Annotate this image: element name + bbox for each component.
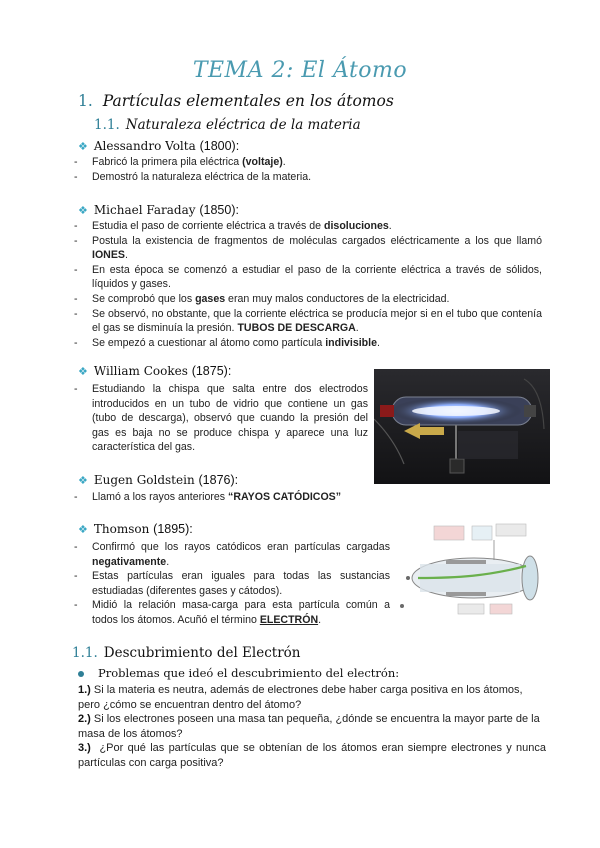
subsection-label: Naturaleza eléctrica de la materia (125, 117, 361, 133)
list-item: - Se observó, no obstante, que la corriente eléctrica se producía mejor si en el tubo que contenía el gas se disminuía la presión. TUBOS DE DESCARGA. (72, 307, 542, 336)
subsection-label: Descubrimiento del Electrón (103, 645, 301, 661)
question-text: Si la materia es neutra, además de electrones debe haber carga positiva en los átomos, pero ¿cómo se encuentran dentro del átomo? (78, 684, 523, 711)
list-item: - Demostró la naturaleza eléctrica de la materia. (72, 170, 552, 185)
list-item: - Confirmó que los rayos catódicos eran partículas cargadas negativamente. (72, 540, 390, 569)
question-text: Si los electrones poseen una masa tan pequeña, ¿dónde se encuentra la mayor parte de la masa de los átomos? (78, 713, 540, 740)
question-3 (78, 741, 546, 770)
question-2 (78, 712, 546, 741)
subsection-number: 1.1. (72, 645, 98, 661)
faraday-year: (1850): (199, 203, 239, 217)
page-title: TEMA 2: El Átomo (192, 58, 408, 83)
goldstein-name: Eugen Goldstein (93, 473, 195, 487)
diamond-bullet-icon: ❖ (78, 365, 88, 378)
crt-illustration (398, 520, 548, 620)
faraday-list (72, 219, 542, 350)
list-item: - Fabricó la primera pila eléctrica (voltaje). (72, 155, 552, 170)
subsection-heading-electron (72, 645, 301, 661)
diamond-bullet-icon: ❖ (78, 474, 88, 487)
question-number: 1.) (78, 684, 91, 696)
list-item: - Estudiando la chispa que salta entre dos electrodos introducidos en un tubo de vidrio que contiene un gas (tubo de descarga), observó que cuando la presión del gas es baja no se produce chispa y aparece una luz característica del gas. (72, 382, 368, 455)
cookes-heading (78, 364, 231, 378)
volta-list (72, 155, 552, 184)
question-1 (78, 683, 546, 712)
goldstein-list (72, 490, 502, 505)
volta-name: Alessandro Volta (93, 139, 196, 153)
diamond-bullet-icon: ❖ (78, 140, 88, 153)
thomson-list (72, 540, 390, 628)
question-number: 2.) (78, 713, 91, 725)
thomson-heading (78, 522, 193, 536)
discharge-tube-illustration (374, 369, 550, 484)
subsection-heading-1-1 (94, 117, 361, 133)
list-item: - Se empezó a cuestionar al átomo como partícula indivisible. (72, 336, 542, 351)
diamond-bullet-icon: ❖ (78, 523, 88, 536)
discharge-tube-photo (374, 369, 550, 484)
list-item: - Postula la existencia de fragmentos de moléculas cargados eléctricamente a los que llamó IONES. (72, 234, 542, 263)
goldstein-year: (1876): (198, 473, 239, 487)
list-item: - Llamó a los rayos anteriores “RAYOS CATÓDICOS” (72, 490, 502, 505)
thomson-name: Thomson (93, 522, 150, 536)
problemas-heading (78, 666, 399, 680)
volta-heading (78, 139, 239, 153)
cookes-year: (1875): (191, 364, 232, 378)
problemas-heading-text: Problemas que ideó el descubrimiento del electrón: (98, 666, 400, 680)
faraday-name: Michael Faraday (93, 203, 196, 217)
question-number: 3.) (78, 742, 91, 754)
list-item: - En esta época se comenzó a estudiar el paso de la corriente eléctrica a través de sólidos, líquidos y gases. (72, 263, 542, 292)
list-item: - Se comprobó que los gases eran muy malos conductores de la electricidad. (72, 292, 542, 307)
section-heading-1 (78, 92, 394, 110)
section-number: 1. (78, 92, 93, 110)
goldstein-heading (78, 473, 238, 487)
subsection-number: 1.1. (94, 117, 120, 133)
thomson-year: (1895): (153, 522, 193, 536)
cathode-ray-tube-diagram (398, 520, 548, 620)
list-item: - Estas partículas eran iguales para todas las sustancias estudiadas (diferentes gases y cátodos). (72, 569, 390, 598)
section-label: Partículas elementales en los átomos (102, 92, 394, 110)
cookes-name: William Cookes (93, 364, 188, 378)
dot-bullet-icon (78, 671, 84, 677)
volta-year: (1800): (199, 139, 240, 153)
question-text: ¿Por qué las partículas que se obtenían de los átomos eran siempre electrones y nunca partículas con carga positiva? (78, 742, 546, 769)
list-item: - Estudia el paso de corriente eléctrica a través de disoluciones. (72, 219, 542, 234)
list-item: - Midió la relación masa-carga para esta partícula común a todos los átomos. Acuñó el término ELECTRÓN. (72, 598, 390, 627)
diamond-bullet-icon: ❖ (78, 204, 88, 217)
cookes-list (72, 382, 368, 455)
faraday-heading (78, 203, 239, 217)
